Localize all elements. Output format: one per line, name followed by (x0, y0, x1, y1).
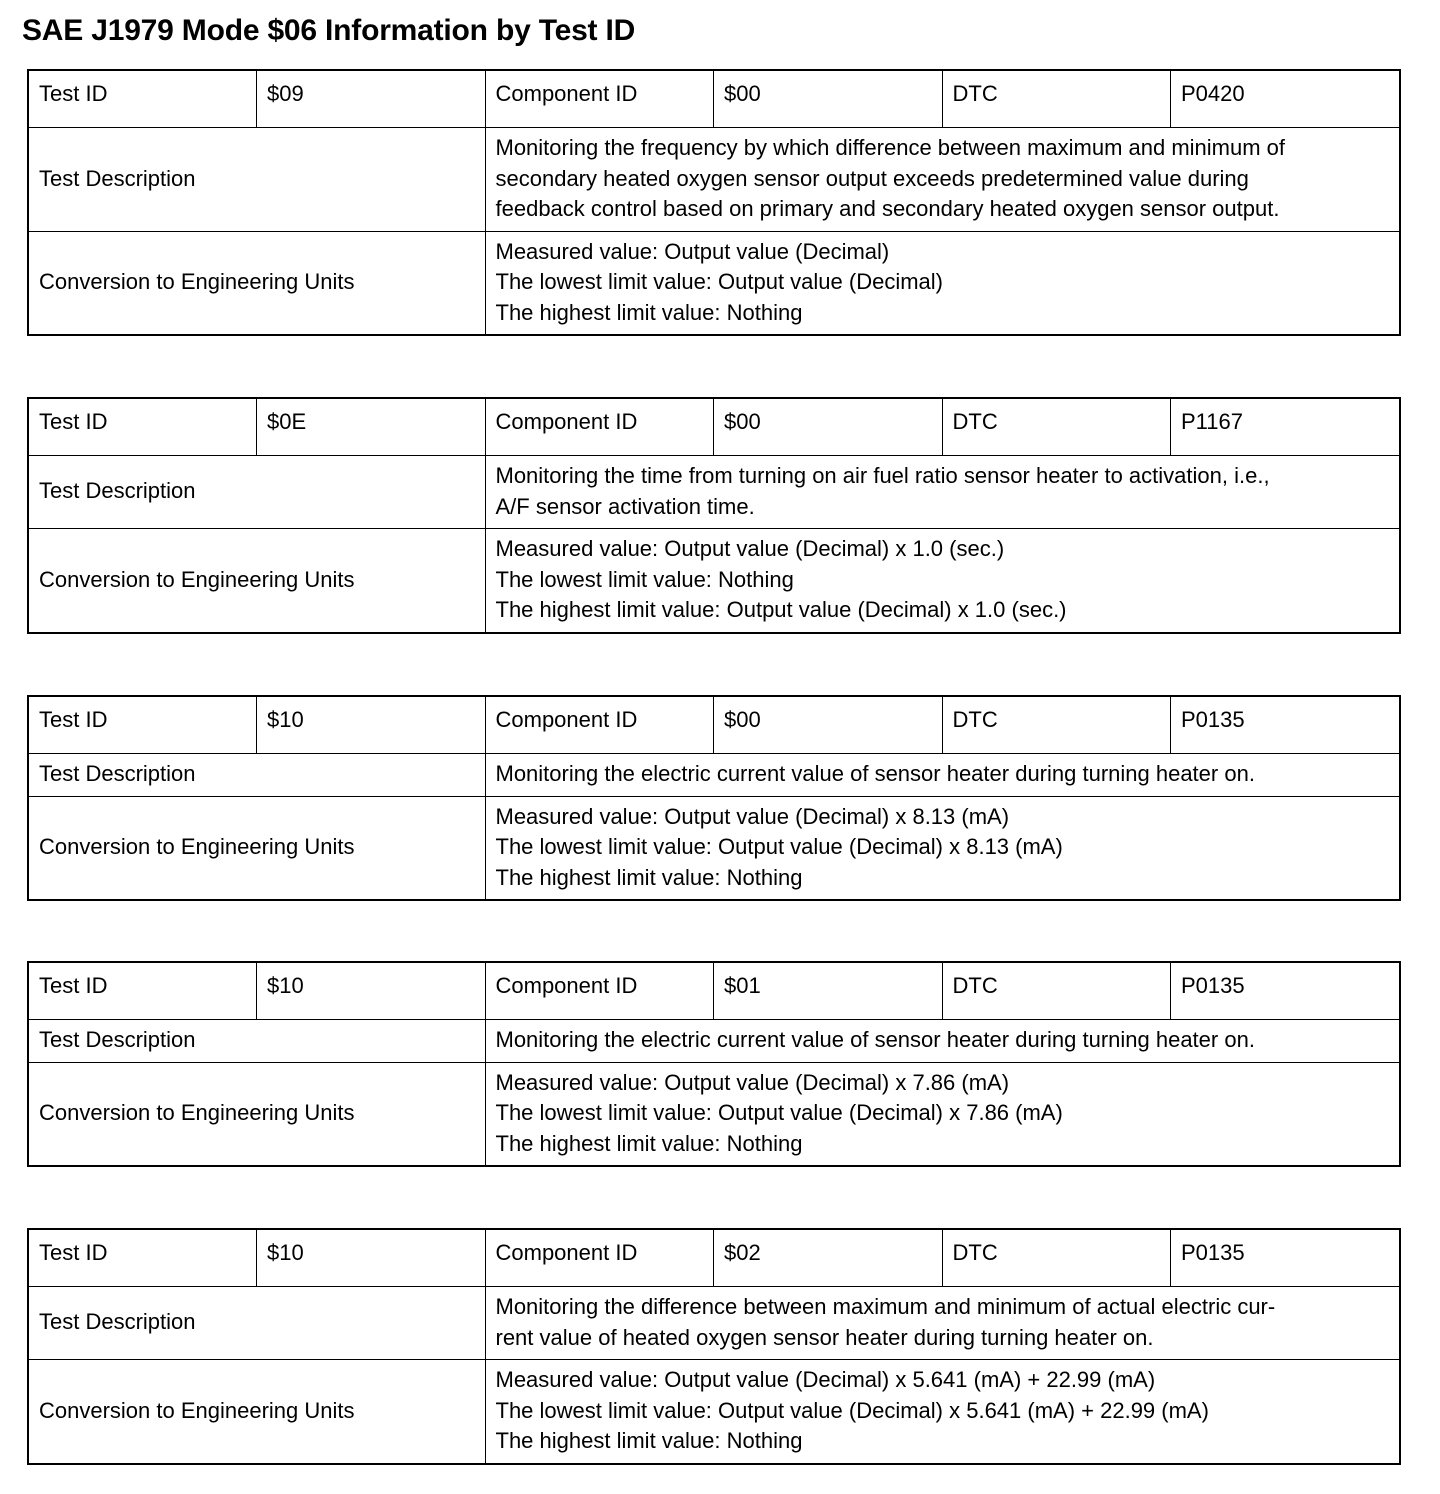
conversion-label: Conversion to Engineering Units (28, 796, 485, 900)
test-id-label: Test ID (28, 70, 257, 128)
dtc-value: P0135 (1171, 696, 1400, 754)
conversion-line: The lowest limit value: Output value (Decimal) (495, 269, 943, 294)
id-row (28, 1229, 1400, 1287)
test-description-label: Test Description (28, 1020, 485, 1063)
conversion-row (28, 231, 1400, 335)
test-id-table (27, 695, 1401, 901)
description-row (28, 128, 1400, 232)
test-description-label: Test Description (28, 754, 485, 797)
id-row (28, 70, 1400, 128)
description-line: Monitoring the electric current value of sensor heater during turning heater on. (495, 1027, 1255, 1052)
test-description-value (485, 456, 1400, 529)
test-id-table (27, 1228, 1401, 1465)
conversion-line: Measured value: Output value (Decimal) x 7.86 (mA) (495, 1069, 1010, 1095)
test-id-label: Test ID (28, 398, 257, 456)
conversion-line: Measured value: Output value (Decimal) x 1.0 (sec.) (495, 536, 1005, 561)
test-id-value: $10 (257, 1229, 486, 1287)
test-id-value: $10 (257, 962, 486, 1020)
component-id-label: Component ID (485, 70, 714, 128)
conversion-line: The lowest limit value: Output value (Decimal) x 7.86 (mA) (495, 1100, 1063, 1125)
test-description-label: Test Description (28, 1287, 485, 1360)
conversion-value (485, 796, 1400, 900)
test-description-label: Test Description (28, 456, 485, 529)
dtc-value: P1167 (1171, 398, 1400, 456)
description-line: Monitoring the difference between maximum and minimum of actual electric cur- (495, 1294, 1276, 1319)
conversion-line: Measured value: Output value (Decimal) x 5.641 (mA) + 22.99 (mA) (495, 1367, 1156, 1392)
test-description-value (485, 1287, 1400, 1360)
test-id-label: Test ID (28, 1229, 257, 1287)
conversion-label: Conversion to Engineering Units (28, 231, 485, 335)
conversion-line: The highest limit value: Nothing (495, 299, 803, 325)
conversion-line: The lowest limit value: Output value (Decimal) x 5.641 (mA) + 22.99 (mA) (495, 1397, 1209, 1423)
conversion-line: Measured value: Output value (Decimal) (495, 238, 890, 264)
conversion-line: The highest limit value: Nothing (495, 1130, 803, 1156)
dtc-value: P0135 (1171, 962, 1400, 1020)
conversion-row (28, 1360, 1400, 1464)
description-line: A/F sensor activation time. (495, 493, 755, 519)
description-line: feedback control based on primary and secondary heated oxygen sensor output. (495, 196, 1280, 221)
dtc-label: DTC (942, 398, 1171, 456)
component-id-label: Component ID (485, 696, 714, 754)
component-id-value: $01 (714, 962, 943, 1020)
conversion-line: The highest limit value: Nothing (495, 1428, 803, 1453)
conversion-value (485, 529, 1400, 633)
dtc-label: DTC (942, 962, 1171, 1020)
description-line: Monitoring the time from turning on air fuel ratio sensor heater to activation, i.e., (495, 463, 1270, 488)
conversion-line: The lowest limit value: Output value (Decimal) x 8.13 (mA) (495, 834, 1063, 859)
test-description-value (485, 754, 1400, 797)
test-id-value: $09 (257, 70, 486, 128)
conversion-row (28, 1062, 1400, 1166)
description-line: Monitoring the electric current value of sensor heater during turning heater on. (495, 761, 1255, 786)
test-id-label: Test ID (28, 696, 257, 754)
description-row (28, 754, 1400, 797)
conversion-label: Conversion to Engineering Units (28, 1360, 485, 1464)
conversion-value (485, 1360, 1400, 1464)
conversion-value (485, 1062, 1400, 1166)
test-id-label: Test ID (28, 962, 257, 1020)
test-id-value: $10 (257, 696, 486, 754)
id-row (28, 398, 1400, 456)
test-description-value (485, 128, 1400, 232)
test-description-label: Test Description (28, 128, 485, 232)
dtc-label: DTC (942, 696, 1171, 754)
test-id-value: $0E (257, 398, 486, 456)
component-id-label: Component ID (485, 962, 714, 1020)
description-row (28, 1287, 1400, 1360)
conversion-label: Conversion to Engineering Units (28, 529, 485, 633)
description-row (28, 456, 1400, 529)
description-row (28, 1020, 1400, 1063)
component-id-value: $00 (714, 398, 943, 456)
dtc-value: P0135 (1171, 1229, 1400, 1287)
test-id-table (27, 961, 1401, 1167)
test-id-table (27, 69, 1401, 336)
description-line: secondary heated oxygen sensor output exceeds predetermined value during (495, 165, 1249, 191)
dtc-label: DTC (942, 70, 1171, 128)
test-id-table (27, 397, 1401, 634)
conversion-line: Measured value: Output value (Decimal) x 8.13 (mA) (495, 803, 1010, 829)
description-line: Monitoring the frequency by which difference between maximum and minimum of (495, 135, 1286, 160)
test-description-value (485, 1020, 1400, 1063)
page-title: SAE J1979 Mode $06 Information by Test ID (22, 14, 636, 47)
conversion-line: The lowest limit value: Nothing (495, 566, 794, 592)
id-row (28, 962, 1400, 1020)
id-row (28, 696, 1400, 754)
conversion-line: The highest limit value: Output value (Decimal) x 1.0 (sec.) (495, 597, 1067, 622)
component-id-value: $02 (714, 1229, 943, 1287)
conversion-value (485, 231, 1400, 335)
component-id-label: Component ID (485, 1229, 714, 1287)
conversion-line: The highest limit value: Nothing (495, 864, 803, 890)
component-id-value: $00 (714, 696, 943, 754)
component-id-label: Component ID (485, 398, 714, 456)
conversion-label: Conversion to Engineering Units (28, 1062, 485, 1166)
dtc-label: DTC (942, 1229, 1171, 1287)
component-id-value: $00 (714, 70, 943, 128)
conversion-row (28, 529, 1400, 633)
description-line: rent value of heated oxygen sensor heater during turning heater on. (495, 1324, 1154, 1350)
dtc-value: P0420 (1171, 70, 1400, 128)
conversion-row (28, 796, 1400, 900)
